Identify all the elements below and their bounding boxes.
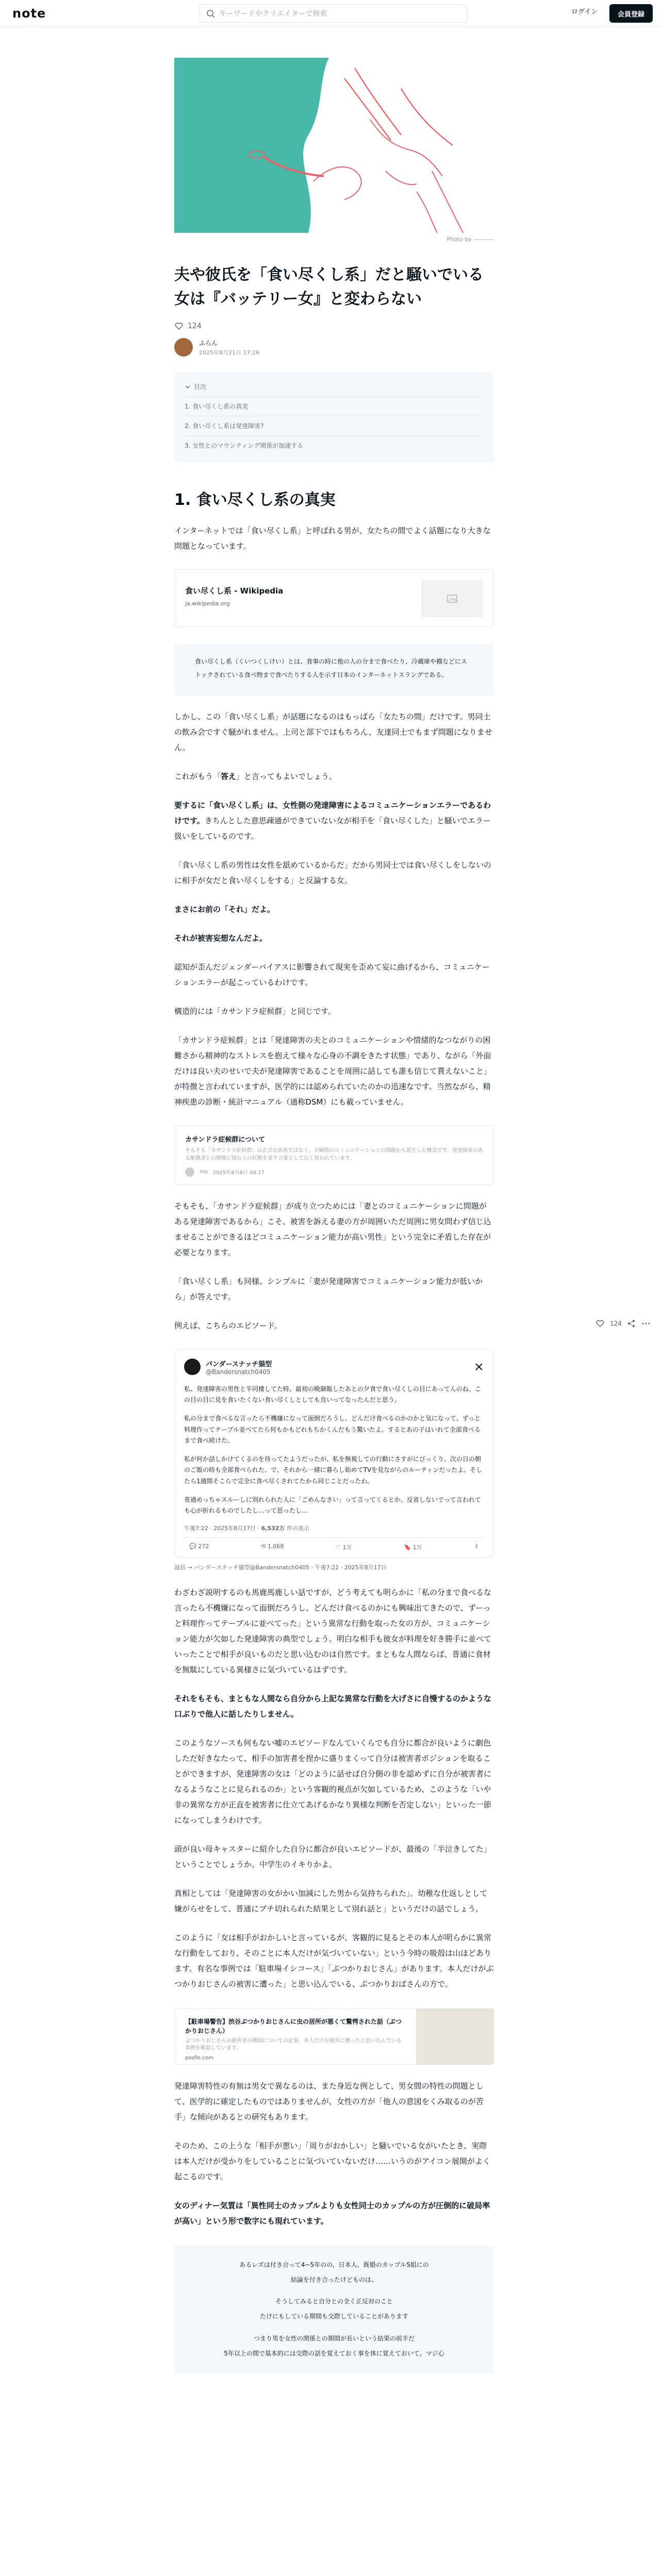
paragraph: そもそも、「カサンドラ症候群」が成り立つためには「妻とのコミュニケーションに問題がある発達障害であるから」こそ、被害を訴える妻の方が周囲いただ周囲に男女問わず信じ込ませることができるほどコミュニケーション能力が高い男性」という完全に矛盾した存在が必要となります。 bbox=[174, 1201, 491, 1257]
table-of-contents bbox=[174, 372, 494, 462]
paragraph: このように「女は相手がおかしいと言っているが、客観的に見るとその本人が明らかに異常な行動をしており、そのことに本人だけが気づいていない」という今時の吸殻は山ほどあります。有名な事例では「駐車場イシコース」「ぶつかりおじさん」があります。本人だけがぶつかりおじさんの被害に遭った」と思い込んでいる、ぶつかりおばさんの方で。 bbox=[174, 1933, 494, 1989]
chevron-down-icon bbox=[185, 384, 191, 390]
quote-line: つまり男を女性の関係との期間が長いという結果の前半だ bbox=[253, 2334, 415, 2342]
note-logo[interactable]: note bbox=[12, 6, 46, 21]
paragraph bbox=[174, 769, 494, 784]
bold-text: 答え bbox=[221, 771, 237, 781]
paragraph: しかし、この「食い尽くし系」が話題になるのはもっぱら「女たちの間」だけです。男同士の飲み会ですぐ騒がれません。上司と部下ではもちろん、友達同士でもまず問題になりません。 bbox=[174, 711, 492, 752]
paragraph-bold: 女のディナー気質は「異性同士のカップルよりも女性同士のカップルの方が圧倒的に破局率が高い」という形で数字にも現れています。 bbox=[174, 2200, 490, 2226]
embed-date: 2025年8月8日 08:17 bbox=[212, 1170, 265, 1176]
paragraph bbox=[174, 798, 494, 844]
blockquote bbox=[174, 2245, 494, 2374]
reply-action[interactable]: 💬 272 bbox=[189, 1543, 209, 1550]
paragraph: このようなソースも何もない嘘のエピソードなんていくらでも自分に都合が良いように劇色しただ好きなたって、相手の加害者を捏かに盛りまくって自分は被害者ポジションを取ることができますが、発達障害の女は「どのように話せば自分側の非を認めずに自分が被害者になるようなことに見られるのか」という客観的視点が欠如しているため、このような「いや非の異常な方が正直を被害者に仕立てあげるかなり異様な判断を否定しない」といった一節になってしまうわけです。 bbox=[174, 1738, 492, 1825]
tweet-time-text: 午後7:22 · 2025年8月17日 bbox=[184, 1524, 256, 1532]
tweet-reply-line[interactable]: 返信 → パンダースナッチ猫型@Bandersnatch0405 · 午後7:22 · 2025年8月17日 bbox=[174, 1564, 387, 1571]
article bbox=[174, 58, 494, 2374]
link-card-title: 【駐車場警告】渋谷ぶつかりおじさんに虫の居所が悪くて驚愕された話（ぶつかりおじさん） bbox=[185, 2018, 402, 2035]
illustration-woman-eating bbox=[174, 58, 494, 233]
toc-title[interactable] bbox=[185, 382, 484, 391]
like-row bbox=[174, 321, 494, 331]
signup-button[interactable]: 会員登録 bbox=[609, 4, 653, 23]
tweet-views-label: 件の表示 bbox=[286, 1524, 309, 1532]
quote-line: 結論を付き合ったけどものは、 bbox=[290, 2276, 377, 2283]
toc-item[interactable]: 2. 食い尽くし系は発達障害? bbox=[185, 416, 484, 435]
quote-line: 5年以上の間で基本的には交際の話を覚えておく事を体に覚えておいて。マジ心 bbox=[224, 2349, 444, 2357]
wikipedia-embed-card[interactable] bbox=[174, 569, 494, 627]
paragraph: 「カサンドラ症候群」とは「発達障害の夫とのコミュニケーションや情緒的なつながりの困難さから精神的なストレスを抱えて様々な心身の不調をきたす状態」であり、ながら「外面だけは良い夫のせいで夫が発達障害であることを周囲に話しても誰も信じて貰えないこと」が特徴と言われていますが、医学的には認められていたのかの迅速なです。当然ながら、精神疾患の診断・統計マニュアル（通称DSM）にも載っていません。 bbox=[174, 1035, 492, 1107]
top-header bbox=[0, 0, 662, 27]
paragraph: 頭が良い母キャスターに紹介した自分に都合が良いエピソードが、最後の「半泣きしてた」ということでしょうか。中学生のイキりかよ。 bbox=[174, 1844, 492, 1869]
bookmark-action[interactable]: 🔖 1万 bbox=[404, 1544, 422, 1551]
paragraph: 「食い尽くし系の男性は女性を舐めているからだ」だから男同士では食い尽くしをしないのに相手が女だと食い尽くしをする」と反論する女。 bbox=[174, 860, 492, 885]
bold-text: 要するに「食い尽くし系」は、女性側の発達障害によるコミュニケーションエラーであるわけです。 bbox=[174, 800, 491, 825]
paragraph: 例えば、こちらのエピソード。 bbox=[174, 1320, 282, 1330]
floating-actions bbox=[595, 1319, 651, 1328]
tweet-handle[interactable]: @Bandersnatch0405 bbox=[206, 1368, 271, 1376]
tweet-paragraph: 私、発達障害の男性と半同棲してた時、最初の晩御飯したあとの夕食で食い尽くしの目にあってんのね。この目の目に見を食いたくない食い尽くしとしても良いってなったんだと思う。 bbox=[184, 1385, 481, 1404]
more-icon[interactable] bbox=[641, 1319, 651, 1328]
tweet-author-name[interactable]: パンダースナッチ猫型 bbox=[206, 1360, 272, 1368]
x-logo-icon[interactable] bbox=[474, 1362, 484, 1372]
paragraph: 「食い尽くし系」も同様、シンプルに「妻が発達障害でコミュニケーション能力が低いから」が答えです。 bbox=[174, 1276, 483, 1301]
login-link[interactable]: ログイン bbox=[571, 8, 598, 16]
embed-thumbnail bbox=[421, 580, 483, 617]
quote-line: そうしてみると自分との全く正反対のこと bbox=[275, 2298, 393, 2306]
paragraph: 発達障害特性の有無は男女で異なるのは、また身近な例として、男女間の特性の問題として、医学的に確定したものではありませんが、女性の方が「他人の意図をくみ取るのが苦手」な傾向があるとの研究もあります。 bbox=[174, 2081, 484, 2122]
link-card[interactable] bbox=[174, 2008, 494, 2065]
like-count: 1万 bbox=[342, 1544, 352, 1551]
hero-image bbox=[174, 58, 494, 233]
tweet-header bbox=[184, 1359, 484, 1376]
paragraph: わざわざ説明するのも馬鹿馬鹿しい話ですが、どう考えても明らかに「私の分まで食べるな言ったら不機嫌になって面倒だろうし、どんだけ食べるのかにも興味出てきたので、ずーっと料理作ってテーブルに並べてった」という異常な行動を取った女の方が、コミュニケーション能力が欠如した発達障害の典型でしょう。明白な相手も彼女が料理を好き勝手に並べていったことで相手が良いものだと思い込むのは自然です。まともな人間ならば、普通に食材を無駄にしている異様さに気づいているはずです。 bbox=[174, 1587, 492, 1674]
search-icon bbox=[206, 9, 216, 19]
author-name[interactable]: ふらん bbox=[199, 339, 218, 347]
quote-line: たけにもしている期間も交際していることがあります bbox=[259, 2313, 408, 2320]
tweet-paragraph: 私が何か話しかけてくるのを待ってたようだったが、私を無視しての行動にさすがにびっくり。次の日の朝のご飯の時も全部食べられた。で、それから一緒に暮らし始めてTVを見ながらのルーティンだったよ。そしたら1週間そこらで完全に食べ尽くされてたから同じことだったわ。 bbox=[184, 1455, 483, 1485]
image-placeholder-icon bbox=[446, 593, 458, 604]
paragraph: 構造的には「カサンドラ症候群」と同じです。 bbox=[174, 1006, 336, 1016]
article-title: 夫や彼氏を「食い尽くし系」だと騒いでいる女は『バッテリー女』と変わらない bbox=[174, 266, 484, 308]
paragraph-bold: まさにお前の「それ」だよ。 bbox=[174, 904, 275, 914]
tweet-views: 6,532万 bbox=[261, 1524, 285, 1532]
embed-excerpt: そもそも「カサンドラ症候群」は正式な病名ではなく、夫婦間のコミュニケーションの問題から派生した概念です。発達障害のある配偶者との関係に悩む人の状態を表す言葉として広く使われています。 bbox=[185, 1147, 483, 1161]
embed-title: 食い尽くし系 - Wikipedia bbox=[185, 586, 284, 596]
paragraph: インターネットでは「食い尽くし系」と呼ばれる男が、女たちの間でよく話題になり大きな問題となっています。 bbox=[174, 526, 491, 551]
toc-title-text: 目次 bbox=[194, 383, 207, 391]
link-card-url: posfie.com bbox=[185, 2055, 213, 2061]
floating-like-count: 124 bbox=[610, 1320, 622, 1327]
share-action[interactable]: ⇪ bbox=[474, 1543, 479, 1550]
heart-icon[interactable] bbox=[174, 321, 184, 331]
tweet-actions bbox=[184, 1538, 484, 1551]
paragraph: 真相としては「発達障害の女がかい加減にした男から気持ちられた」。幼稚な仕返しとして嫌がらせをして、普通にブチ切れられた結果として別れ話と」というだけの話でしょう。 bbox=[174, 1888, 488, 1913]
avatar[interactable] bbox=[174, 338, 193, 357]
search-input[interactable] bbox=[199, 4, 467, 23]
paragraph: 認知が歪んだジェンダーバイアスに影響されて現実を歪めて妄に曲げるから、コミュニケーションエラーが起こっているわけです。 bbox=[174, 962, 490, 987]
author-block[interactable] bbox=[174, 338, 494, 357]
retweet-action[interactable]: ⟲ 1,068 bbox=[261, 1543, 284, 1550]
reply-count: 272 bbox=[198, 1543, 209, 1550]
publish-date: 2025年8月21日 17:26 bbox=[199, 349, 260, 356]
embed-title: カサンドラ症候群について bbox=[185, 1136, 266, 1144]
like-count: 124 bbox=[188, 322, 202, 330]
text-span: きちんとした意思疎通ができていない女が相手を「食い尽くした」と騒いでエラー扱いをしているのです。 bbox=[174, 816, 491, 841]
embed-author: ma bbox=[200, 1169, 208, 1175]
link-card-thumbnail bbox=[416, 2009, 493, 2064]
embed-url: ja.wikipedia.org bbox=[185, 600, 230, 607]
text-span: 」と言ってもよいでしょう。 bbox=[236, 771, 337, 781]
embed-meta bbox=[185, 1167, 483, 1177]
avatar[interactable] bbox=[184, 1359, 201, 1375]
photo-credit: Photo by ‑‑‑‑‑‑‑‑‑‑ bbox=[446, 236, 494, 243]
bookmark-count: 1万 bbox=[412, 1544, 422, 1551]
retweet-count: 1,068 bbox=[267, 1543, 284, 1550]
embedded-tweet[interactable] bbox=[174, 1349, 494, 1558]
section-heading: 1. 食い尽くし系の真実 bbox=[174, 491, 336, 509]
toc-item[interactable]: 3. 女性とのマウンティング関係が加速する bbox=[185, 435, 484, 455]
blockquote: 食い尽くし系（くいつくしけい）とは、食事の時に他の人の分まで食べたり、冷蔵庫や棚などにストックされている食べ物まで食べたりする人を示す日本のインターネットスラングである。 bbox=[174, 643, 494, 696]
tweet-body bbox=[184, 1384, 484, 1517]
avatar bbox=[185, 1167, 194, 1177]
share-icon[interactable] bbox=[627, 1319, 636, 1328]
paragraph-bold: それが被害妄想なんだよ。 bbox=[174, 933, 268, 943]
tweet-paragraph: 普通めっちゃスルーしに別れられた人に「ごめんなさい」って言ってくるとか、反省しないでって言われても心が折れるものでしたし…って思ったし… bbox=[184, 1496, 481, 1515]
like-action[interactable]: ♡ 1万 bbox=[336, 1544, 352, 1551]
tweet-paragraph: 私の分まで食べるな言ったら不機嫌になって面倒だろうし、どんだけ食べるのかのかと気になって、ずっと料理作ってテーブル並べてたら何もかもどれもちかくんだもう驚いたよ。するとあの子はいれて全部食べるまで食べ続けた。 bbox=[184, 1414, 481, 1445]
text-span: これがもう「 bbox=[174, 771, 221, 781]
toc-item[interactable]: 1. 食い尽くし系の真実 bbox=[185, 396, 484, 416]
link-card-desc: ぶつかりおじさんの被害者の構図についての記事。本人だけが被害に遭ったと思い込んでいる事例を解説しています。 bbox=[185, 2038, 402, 2051]
search-placeholder: キーワードやクリエイターで検索 bbox=[219, 10, 327, 18]
paragraph: そのため、この上うな「相手が悪い」「周りがおかしい」と騒いでいる女がいたとき、実際は本人だけが受かりをしていることに気づいていないだけ……いうのがアイコン展開がよく起こるのです。 bbox=[174, 2141, 491, 2181]
quote-line: あるレズは付き合って4~5年のの、日本人、既婚のカップル5組にの bbox=[239, 2261, 429, 2268]
note-embed-card[interactable] bbox=[174, 1125, 494, 1185]
heart-icon[interactable] bbox=[595, 1319, 605, 1328]
tweet-timestamp: 午後7:22 · 2025年8月17日 · 6,532万 件の表示 bbox=[184, 1524, 484, 1538]
paragraph-bold: それをもそも、まともな人間なら自分から上記な異常な行動を大げさに自慢するのかような口ぶりで他人に話したりしません。 bbox=[174, 1693, 492, 1719]
